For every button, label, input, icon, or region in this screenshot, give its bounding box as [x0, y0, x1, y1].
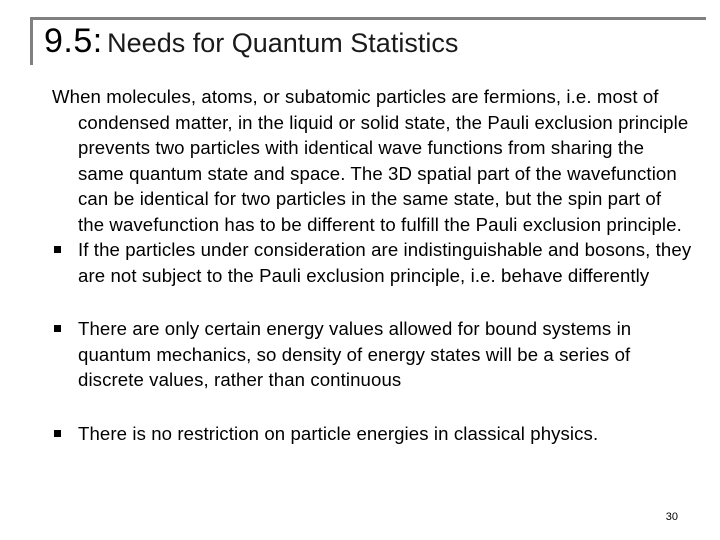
title-frame-top-rule — [30, 17, 706, 20]
square-bullet-icon — [54, 430, 61, 437]
bullet-text-3: There is no restriction on particle energies in classical physics. — [78, 422, 599, 444]
slide-title — [44, 22, 458, 61]
title-frame-left-rule — [30, 17, 33, 65]
bullet-item-3 — [52, 421, 692, 447]
slide-body — [52, 84, 692, 446]
bullet-text-1: If the particles under consideration are indistinguishable and bosons, they are not subject to the Pauli exclusion principle, i.e. behave differently — [78, 239, 692, 286]
bullet-text-2: There are only certain energy values allowed for bound systems in quantum mechanics, so density of energy states will be a series of discrete values, rather than continuous — [78, 318, 632, 390]
page-number: 30 — [665, 511, 678, 523]
bullet-item-1 — [52, 237, 692, 288]
square-bullet-icon — [54, 246, 61, 253]
bullet-item-2 — [52, 316, 692, 393]
spacer — [52, 288, 692, 316]
square-bullet-icon — [54, 325, 61, 332]
spacer — [52, 393, 692, 421]
title-text: Needs for Quantum Statistics — [107, 28, 459, 58]
intro-paragraph: When molecules, atoms, or subatomic particles are fermions, i.e. most of condensed matter, in the liquid or solid state, the Pauli exclusion principle prevents two particles with identical wave functions from sharing the same quantum state and space. The 3D spatial part of the wavefunction can be identical for two particles in the same state, but the spin part of the wavefunction has to be different to fulfill the Pauli exclusion principle. — [52, 86, 689, 235]
section-number: 9.5: — [44, 22, 103, 60]
